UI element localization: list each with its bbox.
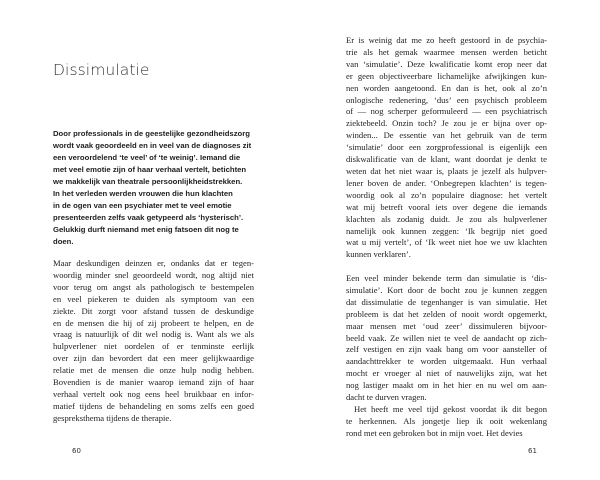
text-line: relatie met de mensen die onze hulp nodig hebben. xyxy=(53,365,254,376)
text-line: er geen objectiveerbare lichamelijke afwijkingen kun- xyxy=(346,70,547,81)
text-line: woordig minder snel geoordeeld wordt, nog altijd niet xyxy=(53,269,254,280)
page-number-left: 60 xyxy=(72,447,81,455)
text-line: voor terug om angst als pathologisch te bestempelen xyxy=(53,281,254,292)
text-line: Gelukkig durft niemand met enig fatsoen dit nog te xyxy=(53,225,239,234)
right-paragraph-3 xyxy=(346,404,547,440)
text-line: klachten als zodanig duidt. Je zou als hulpverlener xyxy=(346,213,547,224)
text-line: te herkennen. Als jongetje liep ik ooit wekenlang xyxy=(346,415,547,426)
text-line: Het heeft me veel tijd gekost voordat ik dit begon xyxy=(354,404,547,414)
text-line: onlogische redenering, ‘dus’ een psychisch probleem xyxy=(346,94,547,105)
text-line: Een veel minder bekende term dan simulatie is ‘dis- xyxy=(346,273,547,283)
text-line: Er is weinig dat me zo heeft gestoord in de psychia- xyxy=(346,35,547,45)
text-line: dacht te durven vragen. xyxy=(346,392,427,403)
text-line: wat mij betreft vooral iets over degene die iemands xyxy=(346,201,547,212)
text-line: trie als het gemak waarmee mensen werden beticht xyxy=(346,46,547,57)
chapter-title: Dissimulatie xyxy=(53,61,150,79)
text-line: met veel emotie zijn of haar verhaal vertelt, betichten xyxy=(53,165,247,174)
text-line: in de ogen van een psychiater met te veel emotie xyxy=(53,201,232,210)
text-line: hulpverlener niet oordelen of er tenminste eerlijk xyxy=(53,341,254,352)
text-line: nen worden aangetoond. En dan is het, ook al zo’n xyxy=(346,82,547,93)
text-line: weten dat het niet waar is, plaats je jezelf als hulpver- xyxy=(346,165,547,176)
text-line: woordig ook al zo’n populaire diagnose: het vertelt xyxy=(346,189,547,200)
left-body-paragraph xyxy=(53,258,254,425)
text-line: matief tijdens de behandeling en soms zelfs een goed xyxy=(53,400,254,411)
text-line: we makkelijk van theatrale persoonlijkheidstrekken. xyxy=(53,177,243,186)
text-line: over zijn dan bevordert dat een meer gelijkwaardige xyxy=(53,353,254,364)
text-line: vraag is natuurlijk of dit wel nodig is. Want als we als xyxy=(53,329,254,340)
text-line: een veroordelend ‘te veel’ of ‘te weinig’. Iemand die xyxy=(53,153,241,162)
text-line: maar mensen met ‘oud zeer’ dissimuleren bijvoor- xyxy=(346,320,547,331)
text-line: rond met een gebroken bot in mijn voet. Het devies xyxy=(346,427,523,438)
text-line: Door professionals in de geestelijke gezondheidszorg xyxy=(53,129,250,138)
text-line: gespreksthema tijdens de therapie. xyxy=(53,412,172,423)
text-line: Bovendien is de manier waarop iemand zijn of haar xyxy=(53,377,254,388)
text-line: diskwalificatie van de klant, want doordat je denkt te xyxy=(346,154,547,165)
text-line: of — nog scherper geformuleerd — een psychiatrisch xyxy=(346,106,547,117)
text-line: presenteerden zelfs vaak getypeerd als ‘hysterisch’. xyxy=(53,213,244,222)
text-line: mocht er vroeger al niet of nauwelijks zijn, wat het xyxy=(346,368,547,379)
text-line: lener boven de ander. ‘Onbegrepen klachten’ is tegen- xyxy=(346,177,547,188)
text-line: winden... De essentie van het gebruik van de term xyxy=(346,130,547,141)
text-line: en veel piekeren te duiden als symptoom van een xyxy=(53,293,254,304)
text-line: verhaal vertelt ook nog eens heel bruikbaar en infor- xyxy=(53,388,254,399)
text-line: doen. xyxy=(53,237,74,246)
text-line: zelf vestigen en zijn vaak bang om voor aansteller of xyxy=(346,344,547,355)
text-line: kunnen verklaren’. xyxy=(346,249,411,260)
text-line: ziektebeeld. Onzin toch? Je zou je er bijna over op- xyxy=(346,118,547,129)
text-line: Maar deskundigen deinzen er, ondanks dat er tegen- xyxy=(53,258,254,268)
text-line: van ‘simulatie’. Deze kwalificatie komt erop neer dat xyxy=(346,58,547,69)
text-line: dat dissimulatie de tegenhanger is van simulatie. Het xyxy=(346,296,547,307)
right-paragraph-2 xyxy=(346,273,547,404)
text-line: beeld vaak. Ze willen niet te veel de aandacht op zich- xyxy=(346,332,547,343)
text-line: wordt vaak geoordeeld en in veel van de diagnoses zit xyxy=(53,141,252,150)
text-line: namelijk ook kunnen zeggen: ‘Ik begrijp niet goed xyxy=(346,225,547,236)
page-number-right: 61 xyxy=(528,447,537,455)
text-line: In het verleden werden vrouwen die hun klachten xyxy=(53,189,233,198)
text-line: wat u mij vertelt’, of ‘Ik weet niet hoe we uw klachten xyxy=(346,237,547,248)
text-line: ziekte. Dit zorgt voor afstand tussen de deskundige xyxy=(53,305,254,316)
text-line: ‘simulatie’ door een zorgprofessional is eigenlijk een xyxy=(346,142,547,153)
text-line: simulatie’. Kort door de bocht zou je kunnen zeggen xyxy=(346,284,547,295)
text-line: en de mensen die hij of zij probeert te helpen, en de xyxy=(53,317,254,328)
text-line: probleem is dat het zelden of nooit wordt opgemerkt, xyxy=(346,308,547,319)
text-line: nog lastiger maakt om in het hier en nu wel om aan- xyxy=(346,380,547,391)
chapter-intro xyxy=(53,128,258,248)
right-paragraph-1 xyxy=(346,35,547,261)
text-line: aandachttrekker te worden uitgemaakt. Hun verhaal xyxy=(346,356,547,367)
